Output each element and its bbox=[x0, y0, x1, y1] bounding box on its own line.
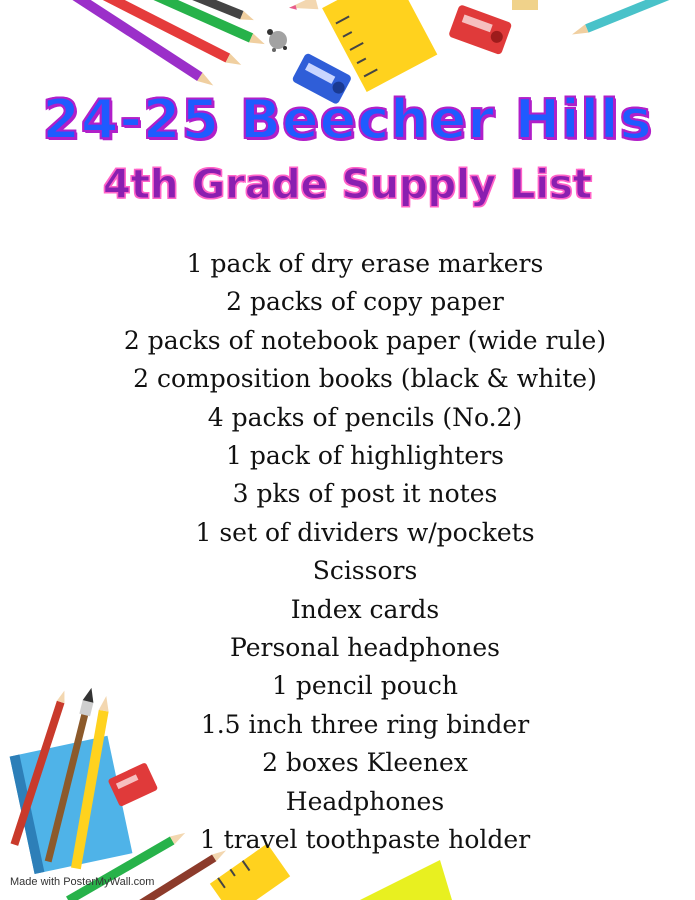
supply-list bbox=[60, 245, 670, 860]
colored-pencils-top-icon bbox=[38, 0, 267, 90]
pencil-shavings-icon bbox=[267, 29, 287, 52]
supply-item: Scissors bbox=[312, 556, 418, 586]
supply-item: 3 pks of post it notes bbox=[232, 479, 498, 509]
teal-pencil-icon bbox=[570, 0, 690, 39]
supply-item: 1 travel toothpaste holder bbox=[199, 825, 531, 855]
supply-item: Personal headphones bbox=[230, 633, 500, 663]
supply-item: Index cards bbox=[290, 594, 440, 624]
red-sharpener-icon bbox=[448, 4, 512, 55]
postermywall-watermark: Made with PosterMyWall.com bbox=[10, 876, 155, 888]
supply-item: 4 packs of pencils (No.2) bbox=[207, 402, 523, 432]
supply-item: 1 pack of highlighters bbox=[225, 441, 505, 471]
supply-item: 2 composition books (black & white) bbox=[133, 364, 597, 394]
supply-item: 1.5 inch three ring binder bbox=[200, 709, 530, 739]
pencil-tip-icon bbox=[288, 0, 319, 16]
poster-subtitle: 4th Grade Supply List bbox=[103, 162, 592, 208]
supply-item: 1 pencil pouch bbox=[272, 671, 458, 701]
supply-item: Headphones bbox=[285, 786, 445, 816]
supply-item: 1 set of dividers w/pockets bbox=[195, 517, 535, 547]
sticky-note-icon bbox=[360, 860, 452, 900]
supply-item: 2 packs of notebook paper (wide rule) bbox=[123, 325, 607, 355]
supply-item: 2 packs of copy paper bbox=[226, 287, 504, 317]
eraser-icon bbox=[512, 0, 538, 10]
supply-item: 2 boxes Kleenex bbox=[262, 748, 468, 778]
supply-item: 1 pack of dry erase markers bbox=[186, 249, 544, 278]
poster-title: 24-25 Beecher Hills bbox=[42, 88, 653, 151]
